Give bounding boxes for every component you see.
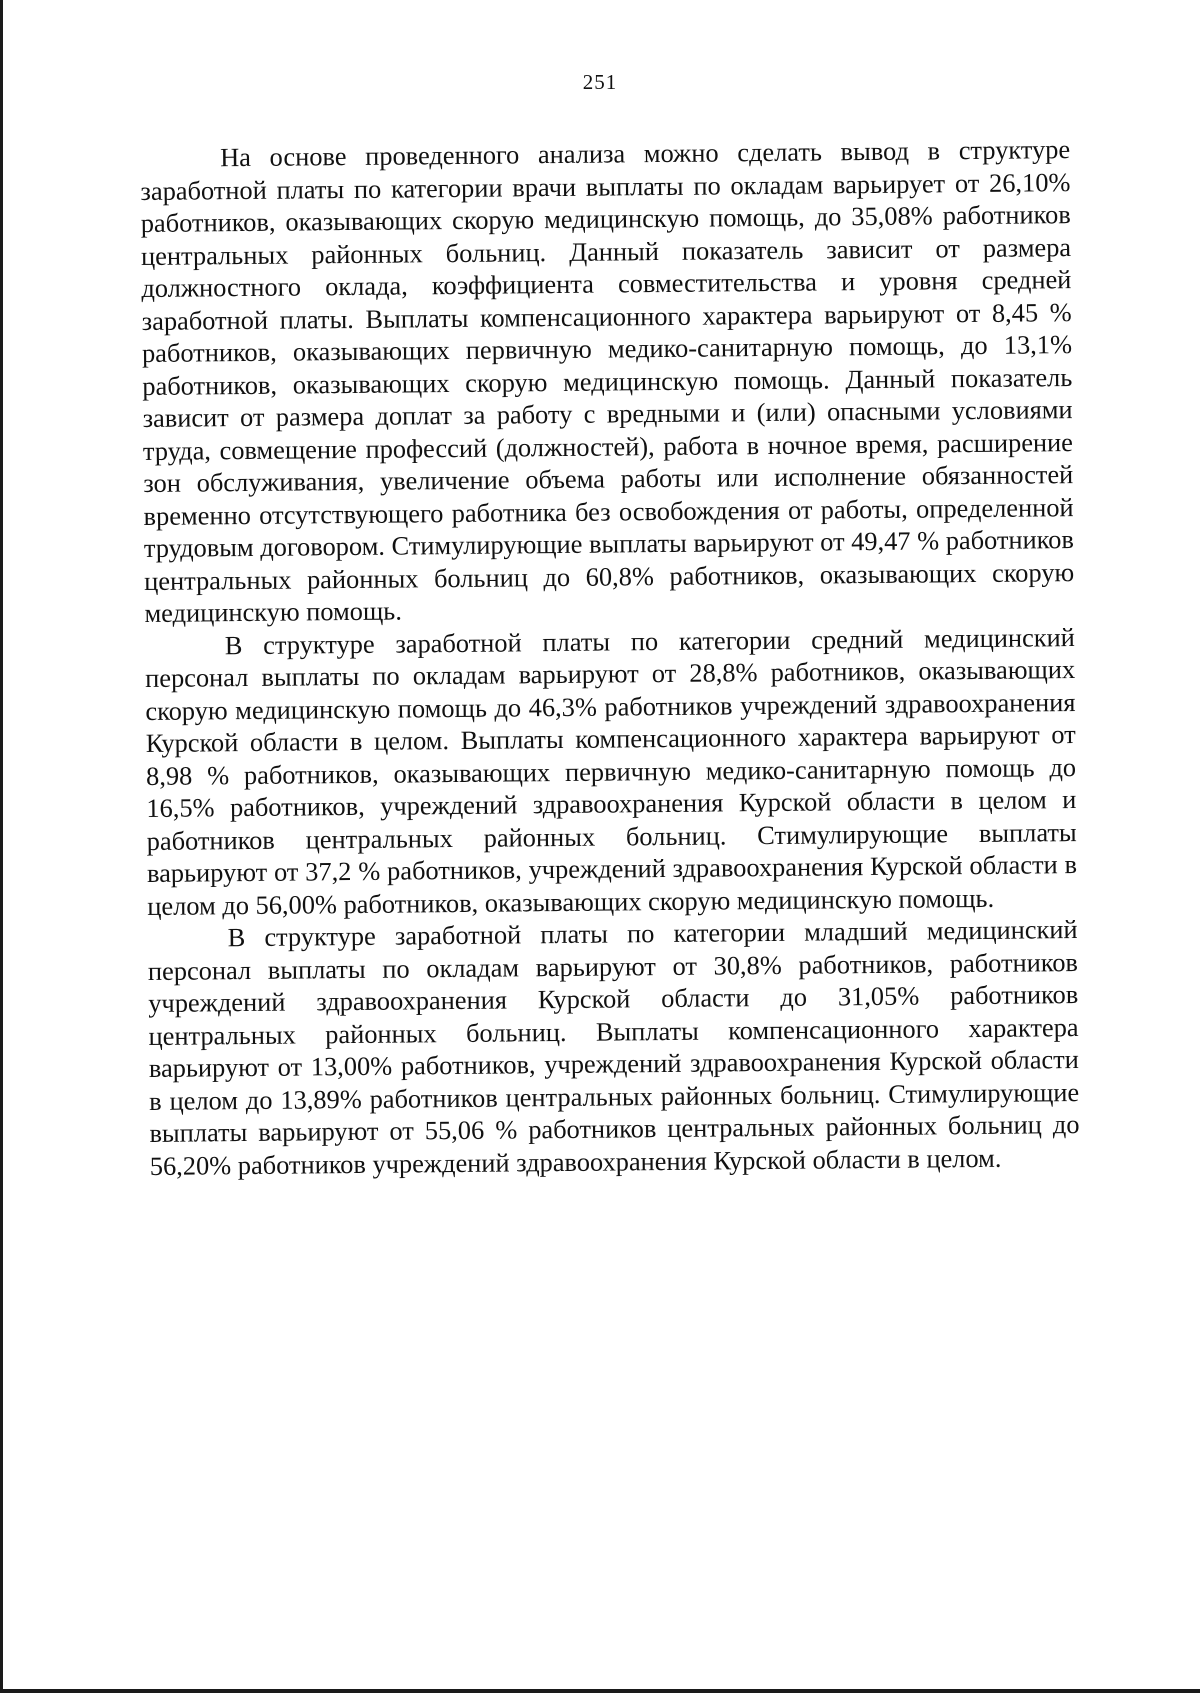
paragraph-junior-staff: В структуре заработной платы по категории младший медицинский персонал выплаты по окладам варьируют от 30,8% работников, работников учреждений здравоохранения Курской области до 31,05% работников центральных районных больниц. Выплаты компенсационного характера варьируют от 13,00% работников, учреждений здравоохранения Курской области в целом до 13,89% работников центральных районных больниц. Стимулирующие выплаты варьируют от 55,06 % работников центральных районных больниц до 56,20% работников учреждений здравоохранения Курской области в целом. bbox=[147, 914, 1080, 1181]
paragraph-doctors: На основе проведенного анализа можно сделать вывод в структуре заработной платы по категории врачи выплаты по окладам варьирует от 26,10% работников, оказывающих скорую медицинскую помощь, до 35,08% работников центральных районных больниц. Данный показатель зависит от размера должностного оклада, коэффициента совместительства и уровня средней заработной платы. Выплаты компенсационного характера варьируют от 8,45 % работников, оказывающих первичную медико-санитарную помощь, до 13,1% работников, оказывающих скорую медицинскую помощь. Данный показатель зависит от размера доплат за работу с вредными и (или) опасными условиями труда, совмещение профессий (должностей), работа в ночное время, расширение зон обслуживания, увеличение объема работы или исполнение обязанностей временно отсутствующего работника без освобождения от работы, определенной трудовым договором. Стимулирующие выплаты варьируют от 49,47 % работников центральных районных больниц до 60,8% работников, оказывающих скорую медицинскую помощь. bbox=[140, 134, 1075, 628]
scan-edge-bottom bbox=[0, 1689, 1200, 1693]
paragraph-nursing-staff: В структуре заработной платы по категории средний медицинский персонал выплаты по окладам варьируют от 28,8% работников, оказывающих скорую медицинскую помощь до 46,3% работников учреждений здравоохранения Курской области в целом. Выплаты компенсационного характера варьируют от 8,98 % работников, оказывающих первичную медико-санитарную помощь до 16,5% работников, учреждений здравоохранения Курской области в целом и работников центральных районных больниц. Стимулирующие выплаты варьируют от 37,2 % работников, учреждений здравоохранения Курской области в целом до 56,00% работников, оказывающих скорую медицинскую помощь. bbox=[145, 621, 1078, 921]
page-body bbox=[140, 133, 1080, 1182]
scan-edge-left bbox=[0, 0, 3, 1693]
page-number: 251 bbox=[582, 70, 618, 94]
